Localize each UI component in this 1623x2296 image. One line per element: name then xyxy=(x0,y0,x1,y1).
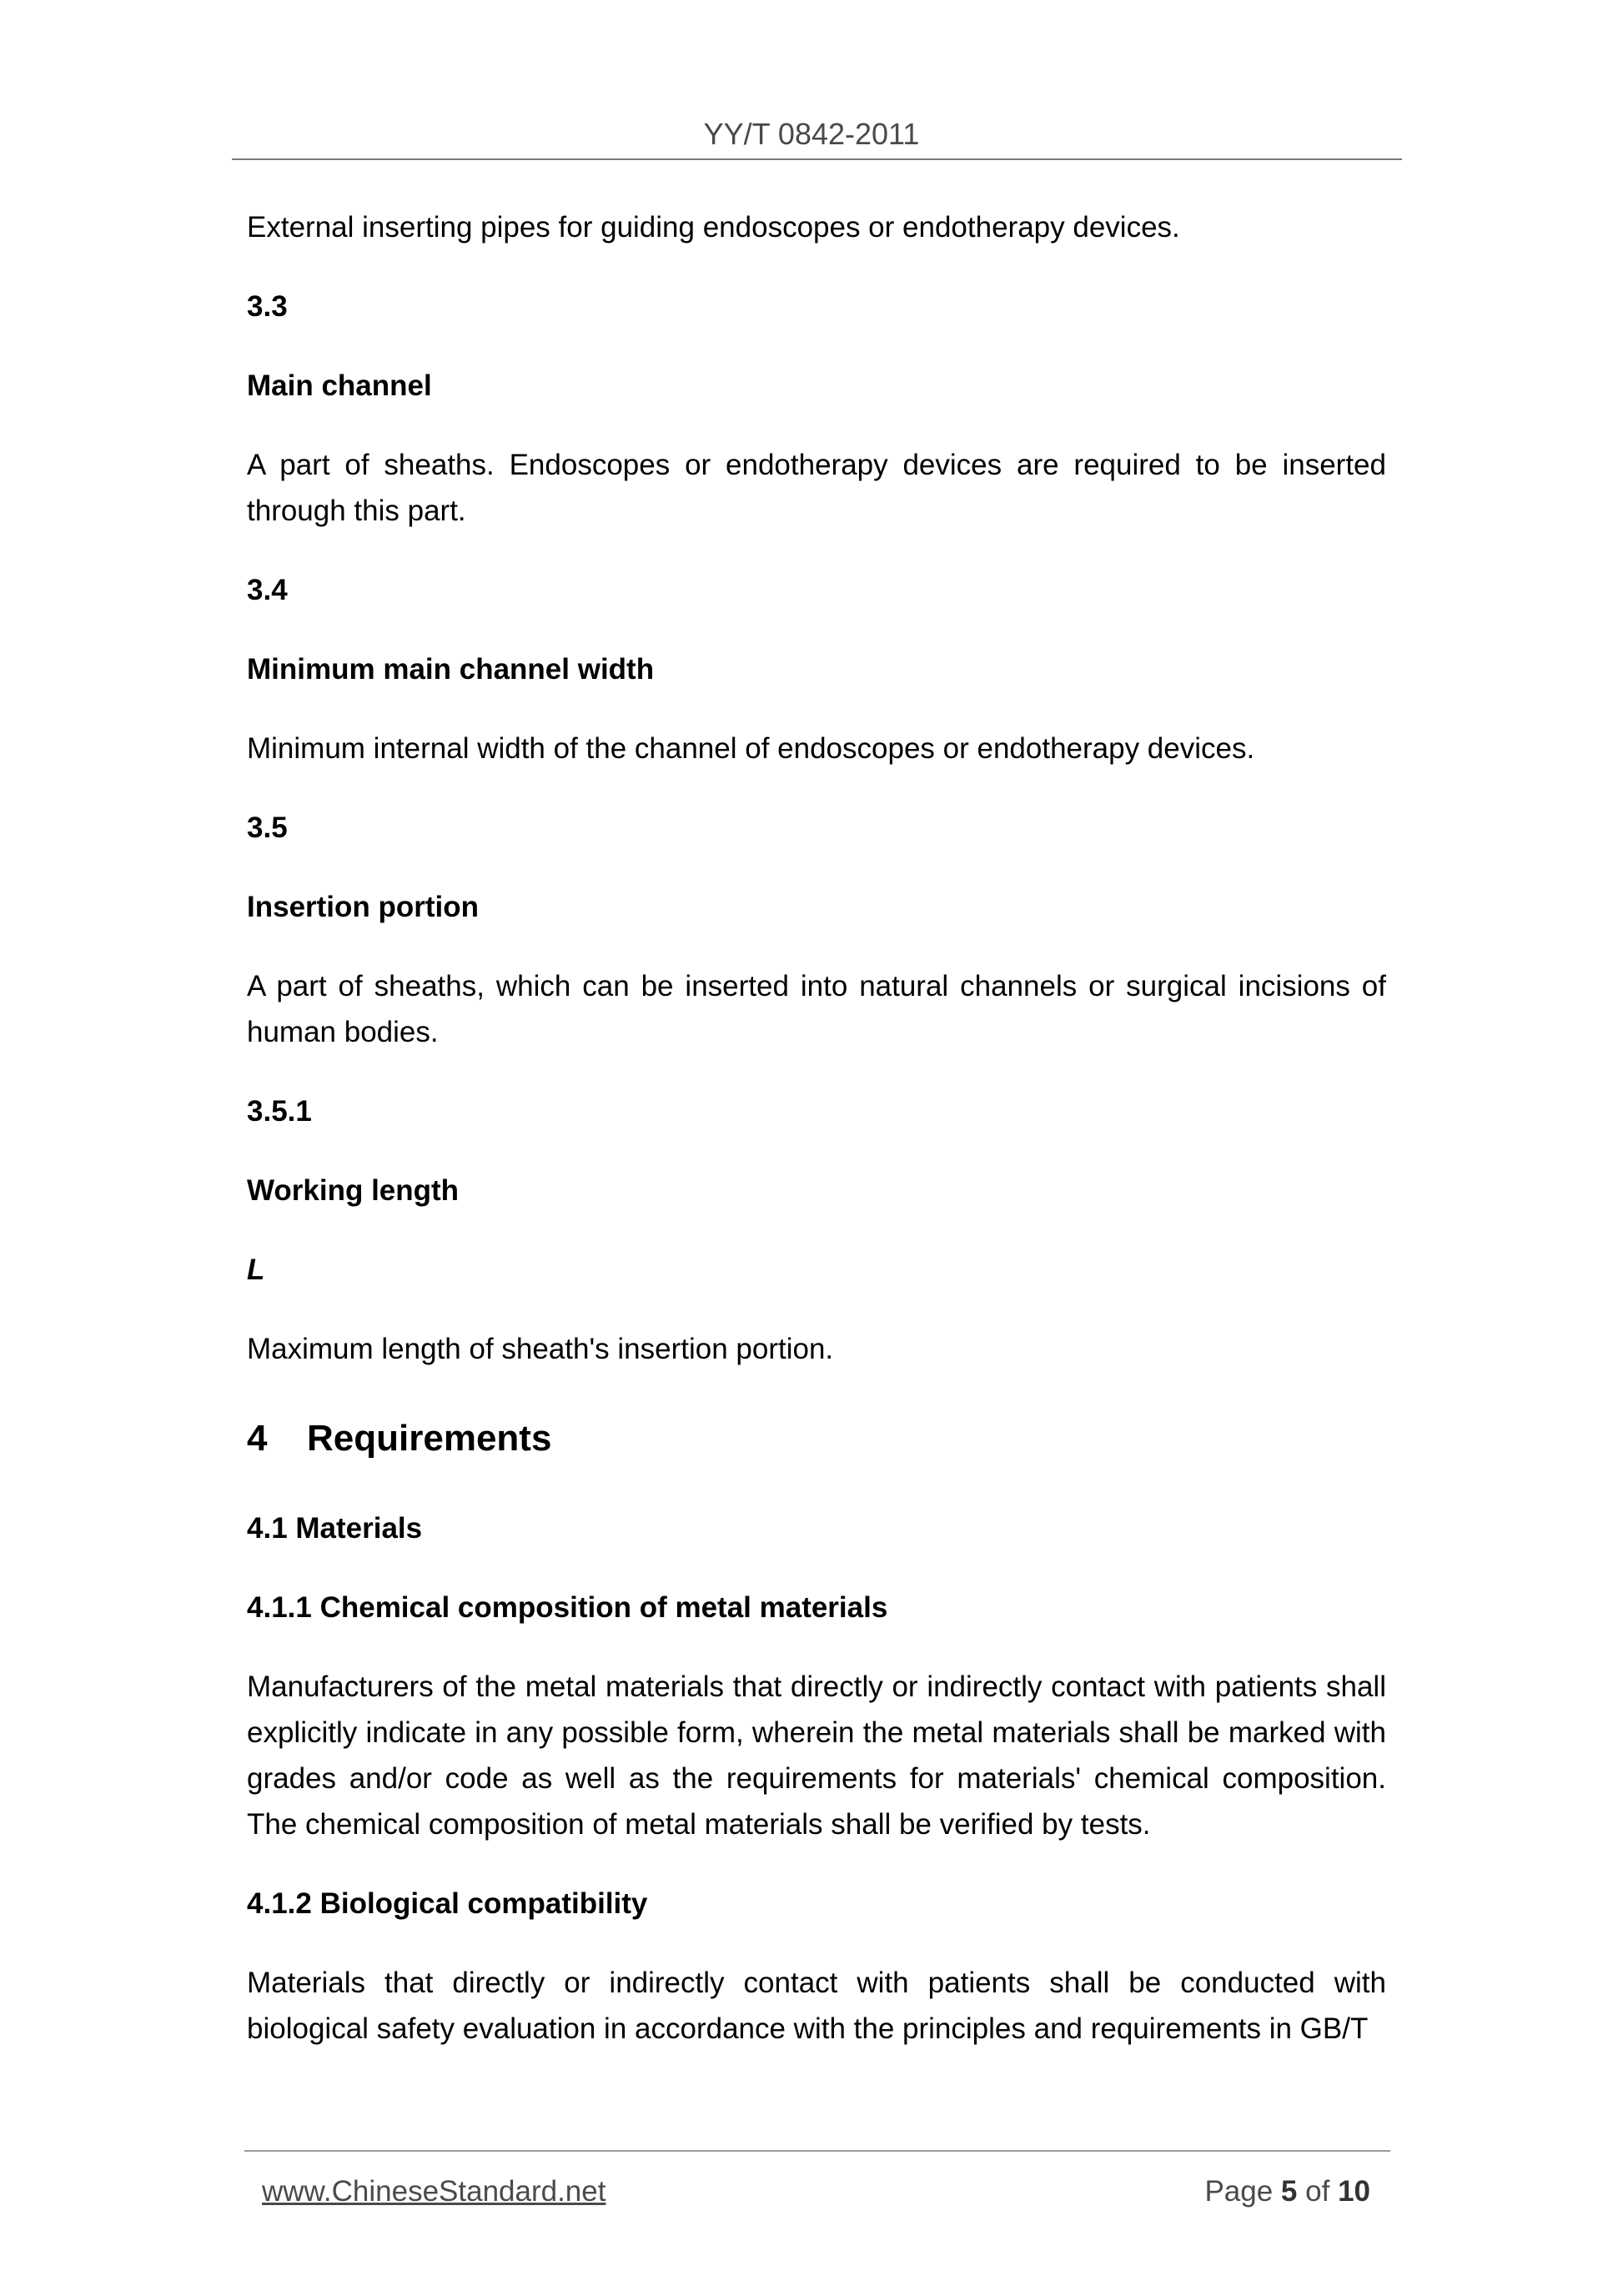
section-4-1-1-text: Manufacturers of the metal materials that directly or indirectly contact with patients shall explicitly indicate in any possible form, wherein the metal materials shall be marked with grades and/or code as well as the requirements for materials' chemical composition. The chemical composition of metal materials shall be verified by tests. xyxy=(247,1671,1386,1841)
section-3-5-1-definition: Maximum length of sheath's insertion portion. xyxy=(247,1333,834,1365)
section-3-3-definition: A part of sheaths. Endoscopes or endotherapy devices are required to be inserted through this part. xyxy=(247,449,1386,527)
section-3-4-definition: Minimum internal width of the channel of endoscopes or endotherapy devices. xyxy=(247,732,1255,765)
page-total: 10 xyxy=(1338,2175,1370,2208)
footer-page-indicator xyxy=(1204,2175,1370,2208)
section-4-1-1-heading: 4.1.1 Chemical composition of metal materials xyxy=(247,1591,888,1624)
page-label: Page xyxy=(1204,2175,1274,2208)
page-of: of xyxy=(1305,2175,1330,2208)
section-3-3-term: Main channel xyxy=(247,369,432,402)
footer-website-link[interactable]: www.ChineseStandard.net xyxy=(262,2175,606,2208)
section-3-5-term: Insertion portion xyxy=(247,891,480,923)
section-4-number: 4 xyxy=(247,1418,268,1459)
section-4-1-2-heading: 4.1.2 Biological compatibility xyxy=(247,1887,648,1920)
header-divider xyxy=(232,158,1402,160)
section-3-3-number: 3.3 xyxy=(247,290,288,323)
document-body xyxy=(247,204,1386,2085)
section-3-5-number: 3.5 xyxy=(247,811,288,844)
section-3-5-1-symbol: L xyxy=(247,1254,265,1286)
section-3-5-1-term: Working length xyxy=(247,1174,460,1207)
section-4-1-2-text: Materials that directly or indirectly contact with patients shall be conducted with biological safety evaluation in accordance with the principles and requirements in GB/T xyxy=(247,1967,1386,2045)
page-header-title: YY/T 0842-2011 xyxy=(703,117,920,151)
section-3-4-term: Minimum main channel width xyxy=(247,653,655,686)
section-3-4-number: 3.4 xyxy=(247,574,288,606)
page-current: 5 xyxy=(1280,2175,1298,2208)
section-3-5-1-number: 3.5.1 xyxy=(247,1095,312,1128)
section-4-heading xyxy=(247,1414,1386,1464)
section-4-1-heading: 4.1 Materials xyxy=(247,1512,423,1545)
section-4-title: Requirements xyxy=(307,1418,552,1459)
section-3-5-definition: A part of sheaths, which can be inserted into natural channels or surgical incisions of human bodies. xyxy=(247,970,1386,1048)
intro-paragraph: External inserting pipes for guiding endoscopes or endotherapy devices. xyxy=(247,211,1180,244)
footer-divider xyxy=(244,2150,1390,2152)
